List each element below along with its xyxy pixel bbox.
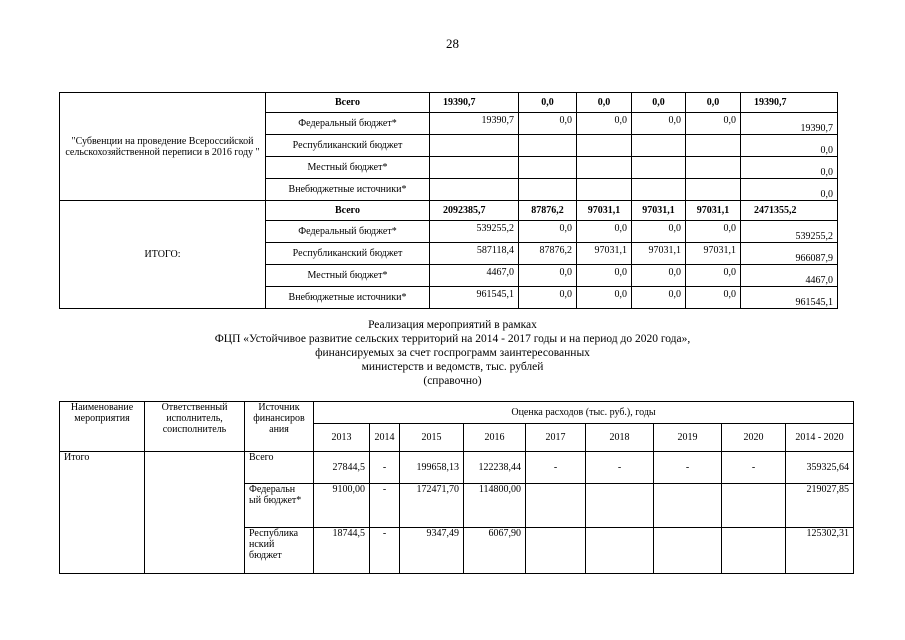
- value-cell: 9347,49: [400, 528, 464, 574]
- value-cell: 4467,0: [430, 265, 519, 287]
- value-cell: 114800,00: [464, 484, 526, 528]
- value-cell: 122238,44: [464, 452, 526, 484]
- value-cell: 9100,00: [314, 484, 370, 528]
- year-header: 2020: [722, 424, 786, 452]
- value-cell: [577, 179, 632, 201]
- value-cell: 0,0: [741, 157, 838, 179]
- source-cell: Всего: [266, 93, 430, 113]
- source-cell: Всего: [266, 201, 430, 221]
- value-cell: [526, 484, 586, 528]
- value-cell: 539255,2: [741, 221, 838, 243]
- item-name: Итого: [60, 452, 145, 574]
- source-cell: Республиканский бюджет: [266, 135, 430, 157]
- value-cell: 0,0: [686, 93, 741, 113]
- table-row: [60, 452, 854, 484]
- value-cell: 0,0: [577, 93, 632, 113]
- value-cell: [722, 528, 786, 574]
- header-name: Наименование мероприятия: [60, 402, 145, 452]
- value-cell: 0,0: [632, 287, 686, 309]
- value-cell: 125302,31: [786, 528, 854, 574]
- source-cell: Федеральный бюджет*: [266, 221, 430, 243]
- value-cell: 0,0: [632, 93, 686, 113]
- value-cell: 199658,13: [400, 452, 464, 484]
- value-cell: 6067,90: [464, 528, 526, 574]
- value-cell: 966087,9: [741, 243, 838, 265]
- value-cell: 0,0: [519, 113, 577, 135]
- year-header: 2014 - 2020: [786, 424, 854, 452]
- value-cell: 0,0: [741, 179, 838, 201]
- table-row: [60, 93, 838, 113]
- value-cell: 172471,70: [400, 484, 464, 528]
- value-cell: 0,0: [632, 221, 686, 243]
- funding-table-reference: [59, 401, 854, 574]
- value-cell: 97031,1: [577, 243, 632, 265]
- value-cell: 4467,0: [741, 265, 838, 287]
- year-header: 2018: [586, 424, 654, 452]
- source-cell: Республика нский бюджет: [245, 528, 314, 574]
- value-cell: 97031,1: [577, 201, 632, 221]
- caption-line-3: финансируемых за счет госпрограмм заинтересованных: [315, 347, 590, 359]
- value-cell: [632, 135, 686, 157]
- caption-line-5: (справочно): [423, 375, 482, 387]
- value-cell: 97031,1: [632, 243, 686, 265]
- value-cell: [577, 135, 632, 157]
- value-cell: 27844,5: [314, 452, 370, 484]
- value-cell: [654, 528, 722, 574]
- value-cell: 0,0: [519, 287, 577, 309]
- year-header: 2017: [526, 424, 586, 452]
- value-cell: 961545,1: [741, 287, 838, 309]
- value-cell: 2471355,2: [741, 201, 838, 221]
- header-source: Источник финансиров ания: [245, 402, 314, 452]
- value-cell: 0,0: [741, 135, 838, 157]
- table-row: [60, 201, 838, 221]
- value-cell: [586, 484, 654, 528]
- value-cell: -: [526, 452, 586, 484]
- value-cell: 2092385,7: [430, 201, 519, 221]
- block-name: ИТОГО:: [60, 201, 266, 309]
- source-cell: Внебюджетные источники*: [266, 287, 430, 309]
- source-cell: Федеральн ый бюджет*: [245, 484, 314, 528]
- value-cell: 0,0: [577, 113, 632, 135]
- funding-table-top: [59, 92, 838, 309]
- header-executor: Ответственный исполнитель, соисполнитель: [145, 402, 245, 452]
- value-cell: [632, 157, 686, 179]
- year-header: 2013: [314, 424, 370, 452]
- value-cell: [519, 179, 577, 201]
- year-header: 2016: [464, 424, 526, 452]
- value-cell: [586, 528, 654, 574]
- source-cell: Федеральный бюджет*: [266, 113, 430, 135]
- value-cell: [526, 528, 586, 574]
- value-cell: [577, 157, 632, 179]
- value-cell: [686, 135, 741, 157]
- value-cell: 0,0: [577, 221, 632, 243]
- caption-line-1: Реализация мероприятий в рамках: [368, 319, 537, 331]
- source-cell: Местный бюджет*: [266, 265, 430, 287]
- value-cell: -: [370, 452, 400, 484]
- header-estimate: Оценка расходов (тыс. руб.), годы: [314, 402, 854, 424]
- caption-line-2: ФЦП «Устойчивое развитие сельских территорий на 2014 - 2017 годы и на период до 2020 года»,: [214, 333, 691, 345]
- caption-line-4: министерств и ведомств, тыс. рублей: [361, 361, 544, 373]
- value-cell: 0,0: [632, 265, 686, 287]
- value-cell: [654, 484, 722, 528]
- value-cell: 0,0: [686, 265, 741, 287]
- executor-cell: [145, 452, 245, 574]
- value-cell: [519, 157, 577, 179]
- value-cell: -: [586, 452, 654, 484]
- table-caption: [0, 318, 905, 388]
- value-cell: [430, 135, 519, 157]
- value-cell: [686, 179, 741, 201]
- value-cell: 19390,7: [430, 93, 519, 113]
- value-cell: [686, 157, 741, 179]
- value-cell: 0,0: [686, 113, 741, 135]
- value-cell: 587118,4: [430, 243, 519, 265]
- value-cell: -: [654, 452, 722, 484]
- value-cell: 19390,7: [741, 93, 838, 113]
- value-cell: 219027,85: [786, 484, 854, 528]
- value-cell: [632, 179, 686, 201]
- page-number: 28: [446, 36, 459, 51]
- value-cell: 19390,7: [430, 113, 519, 135]
- value-cell: [722, 484, 786, 528]
- value-cell: 97031,1: [686, 201, 741, 221]
- value-cell: [519, 135, 577, 157]
- value-cell: [430, 157, 519, 179]
- source-cell: Всего: [245, 452, 314, 484]
- value-cell: 19390,7: [741, 113, 838, 135]
- value-cell: 0,0: [519, 221, 577, 243]
- value-cell: -: [722, 452, 786, 484]
- year-header: 2014: [370, 424, 400, 452]
- value-cell: -: [370, 484, 400, 528]
- value-cell: [430, 179, 519, 201]
- value-cell: 18744,5: [314, 528, 370, 574]
- source-cell: Республиканский бюджет: [266, 243, 430, 265]
- value-cell: 0,0: [632, 113, 686, 135]
- value-cell: 0,0: [577, 287, 632, 309]
- value-cell: 97031,1: [632, 201, 686, 221]
- value-cell: 87876,2: [519, 243, 577, 265]
- year-header: 2015: [400, 424, 464, 452]
- block-name: "Субвенции на проведение Всероссийской сельскохозяйственной переписи в 2016 году ": [60, 93, 266, 201]
- value-cell: 0,0: [577, 265, 632, 287]
- value-cell: 961545,1: [430, 287, 519, 309]
- source-cell: Внебюджетные источники*: [266, 179, 430, 201]
- value-cell: 539255,2: [430, 221, 519, 243]
- value-cell: 0,0: [686, 221, 741, 243]
- value-cell: 359325,64: [786, 452, 854, 484]
- value-cell: 97031,1: [686, 243, 741, 265]
- value-cell: 87876,2: [519, 201, 577, 221]
- year-header: 2019: [654, 424, 722, 452]
- value-cell: 0,0: [519, 265, 577, 287]
- value-cell: -: [370, 528, 400, 574]
- value-cell: 0,0: [519, 93, 577, 113]
- source-cell: Местный бюджет*: [266, 157, 430, 179]
- value-cell: 0,0: [686, 287, 741, 309]
